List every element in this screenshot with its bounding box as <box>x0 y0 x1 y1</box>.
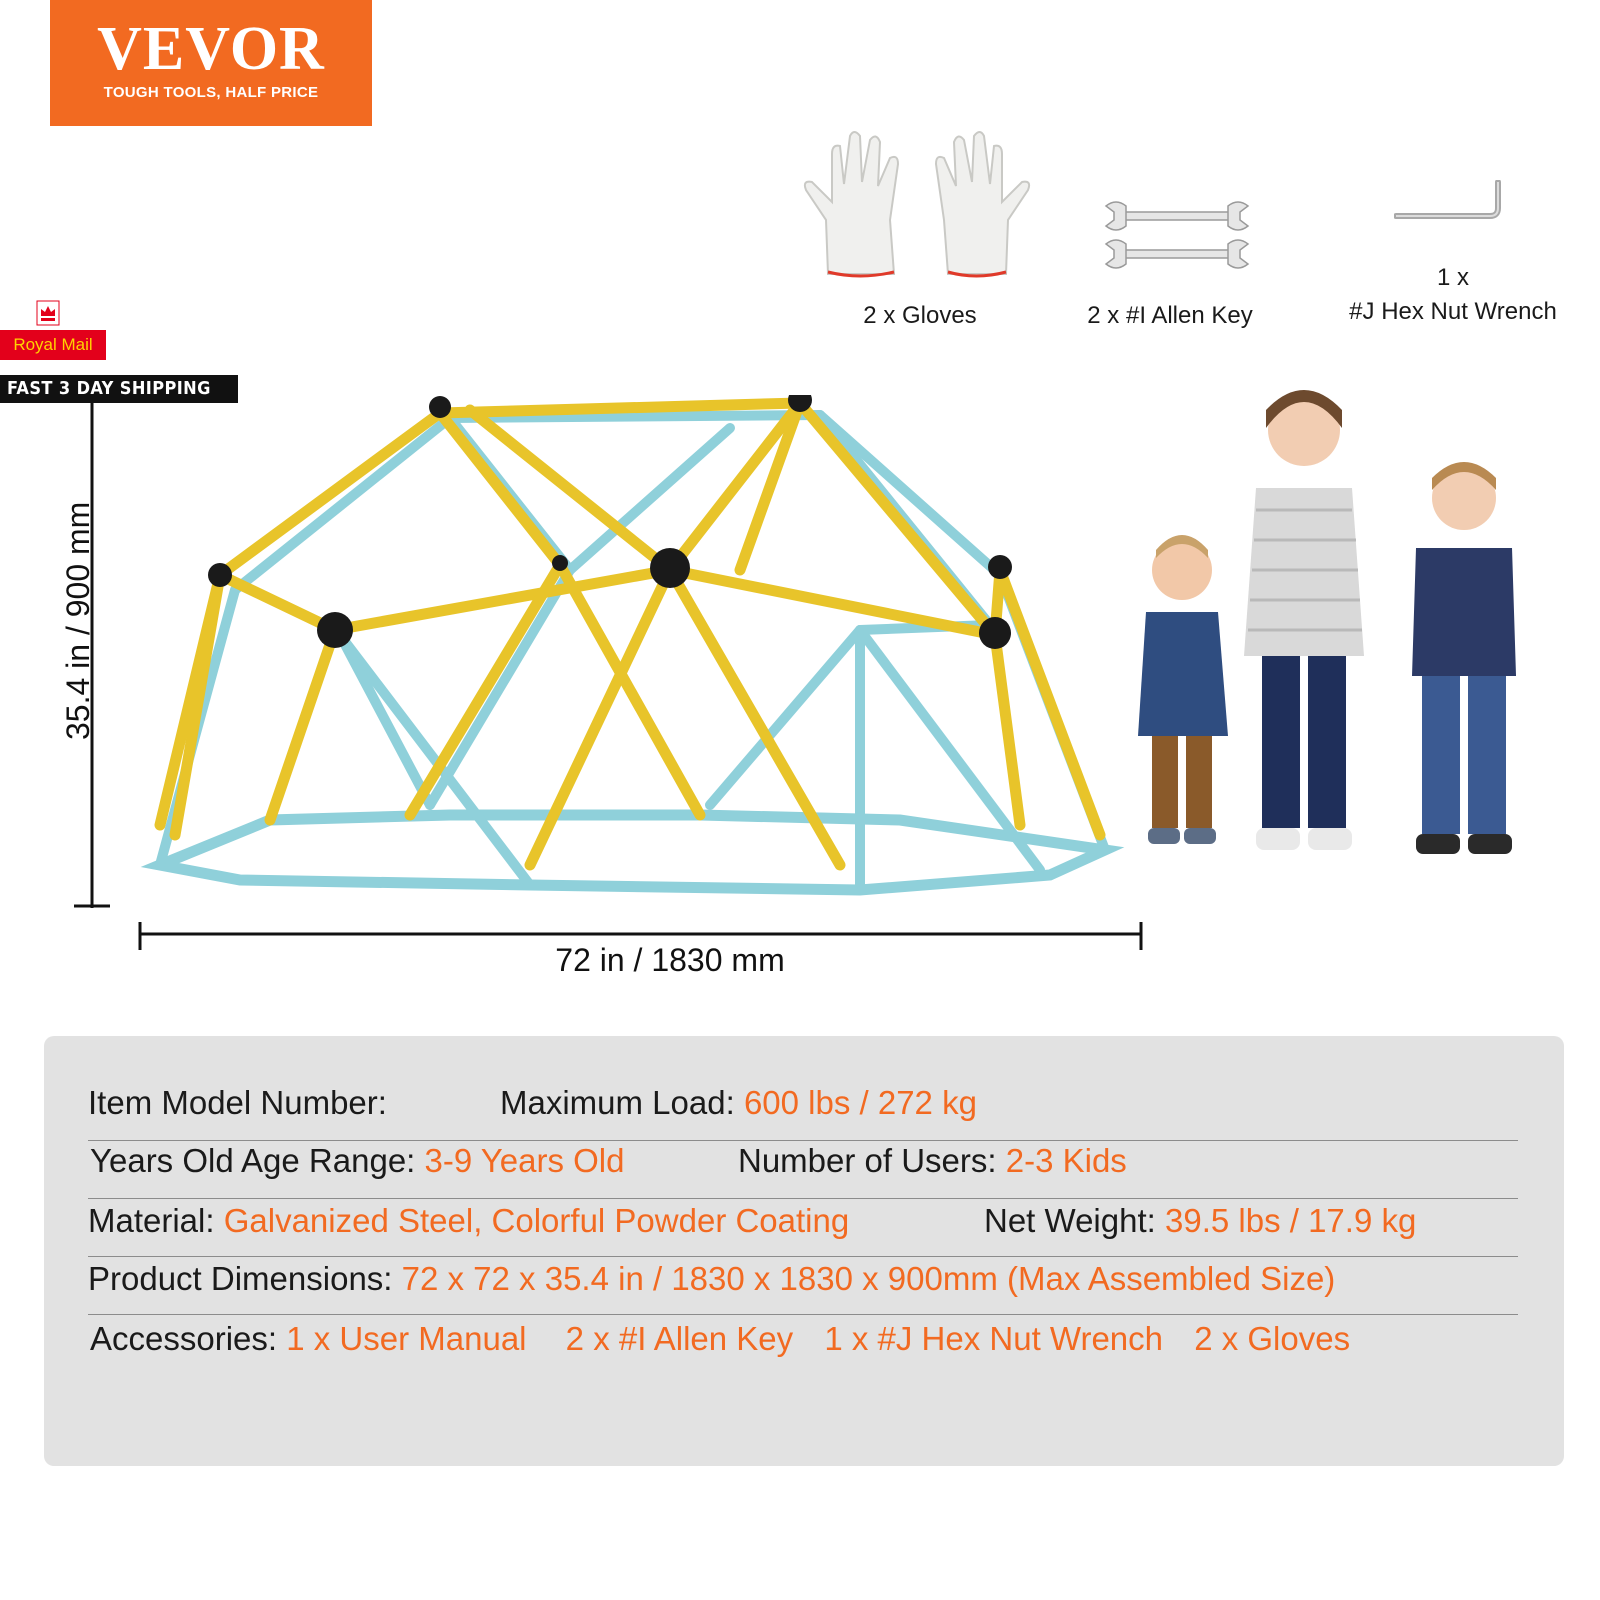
child-figure-girl <box>1244 390 1364 850</box>
spec-weight-key: Net Weight: <box>984 1202 1156 1239</box>
spec-row-accessories <box>90 1320 1350 1358</box>
spec-row-dimensions <box>88 1260 1335 1298</box>
spec-weight-value: 39.5 lbs / 17.9 kg <box>1164 1202 1417 1239</box>
royal-mail-badge: Royal Mail <box>0 330 106 360</box>
spec-row-material <box>88 1202 849 1240</box>
spec-divider <box>88 1198 1518 1199</box>
spec-row-weight <box>984 1202 1416 1240</box>
spec-acc-item: 2 x #I Allen Key <box>565 1320 794 1357</box>
crown-icon <box>36 300 60 326</box>
spec-age-key: Years Old Age Range: <box>90 1142 416 1179</box>
spec-users-value: 2-3 Kids <box>1005 1142 1127 1179</box>
shipping-banner: FAST 3 DAY SHIPPING <box>0 375 238 403</box>
dome-climber-image <box>140 395 1140 915</box>
spec-acc-key: Accessories: <box>90 1320 278 1357</box>
brand-logo <box>50 0 372 126</box>
spec-row-model-load <box>88 1084 387 1122</box>
spec-model-key: Item Model Number: <box>88 1084 387 1121</box>
spec-material-key: Material: <box>88 1202 215 1239</box>
height-label: 35.4 in / 900 mm <box>60 501 96 740</box>
child-figure-small <box>1138 535 1228 844</box>
accessory-label-hex-wrench-name: #J Hex Nut Wrench <box>1349 298 1557 325</box>
spec-dims-key: Product Dimensions: <box>88 1260 393 1297</box>
width-label: 72 in / 1830 mm <box>555 942 785 978</box>
spec-age-value: 3-9 Years Old <box>424 1142 625 1179</box>
spec-load-value: 600 lbs / 272 kg <box>743 1084 977 1121</box>
accessory-label-hex-wrench-qty: 1 x <box>1436 264 1469 291</box>
wrench-pair-icon <box>1102 198 1252 278</box>
spec-row-users <box>738 1142 1127 1180</box>
spec-acc-item: 1 x #J Hex Nut Wrench <box>824 1320 1164 1357</box>
spec-dims-value: 72 x 72 x 35.4 in / 1830 x 1830 x 900mm (Max Assembled Size) <box>401 1260 1336 1297</box>
spec-row-load <box>500 1084 977 1122</box>
spec-acc-item: 1 x User Manual <box>286 1320 527 1357</box>
spec-users-key: Number of Users: <box>738 1142 997 1179</box>
spec-divider <box>88 1256 1518 1257</box>
spec-divider <box>88 1314 1518 1315</box>
brand-name: VEVOR <box>97 15 325 83</box>
brand-tagline: TOUGH TOOLS, HALF PRICE <box>103 84 319 101</box>
accessory-label-allen-key: 2 x #I Allen Key <box>1087 302 1253 329</box>
child-figure-boy <box>1412 462 1516 854</box>
gloves-icon <box>798 124 1050 282</box>
allen-key-icon <box>1394 180 1506 228</box>
spec-load-key: Maximum Load: <box>500 1084 735 1121</box>
spec-divider <box>88 1140 1518 1141</box>
spec-panel <box>44 1036 1564 1466</box>
accessory-label-gloves: 2 x Gloves <box>863 302 977 329</box>
spec-row-age <box>90 1142 624 1180</box>
spec-acc-item: 2 x Gloves <box>1194 1320 1351 1357</box>
spec-material-value: Galvanized Steel, Colorful Powder Coating <box>223 1202 850 1239</box>
children-scale-image <box>1116 380 1556 880</box>
